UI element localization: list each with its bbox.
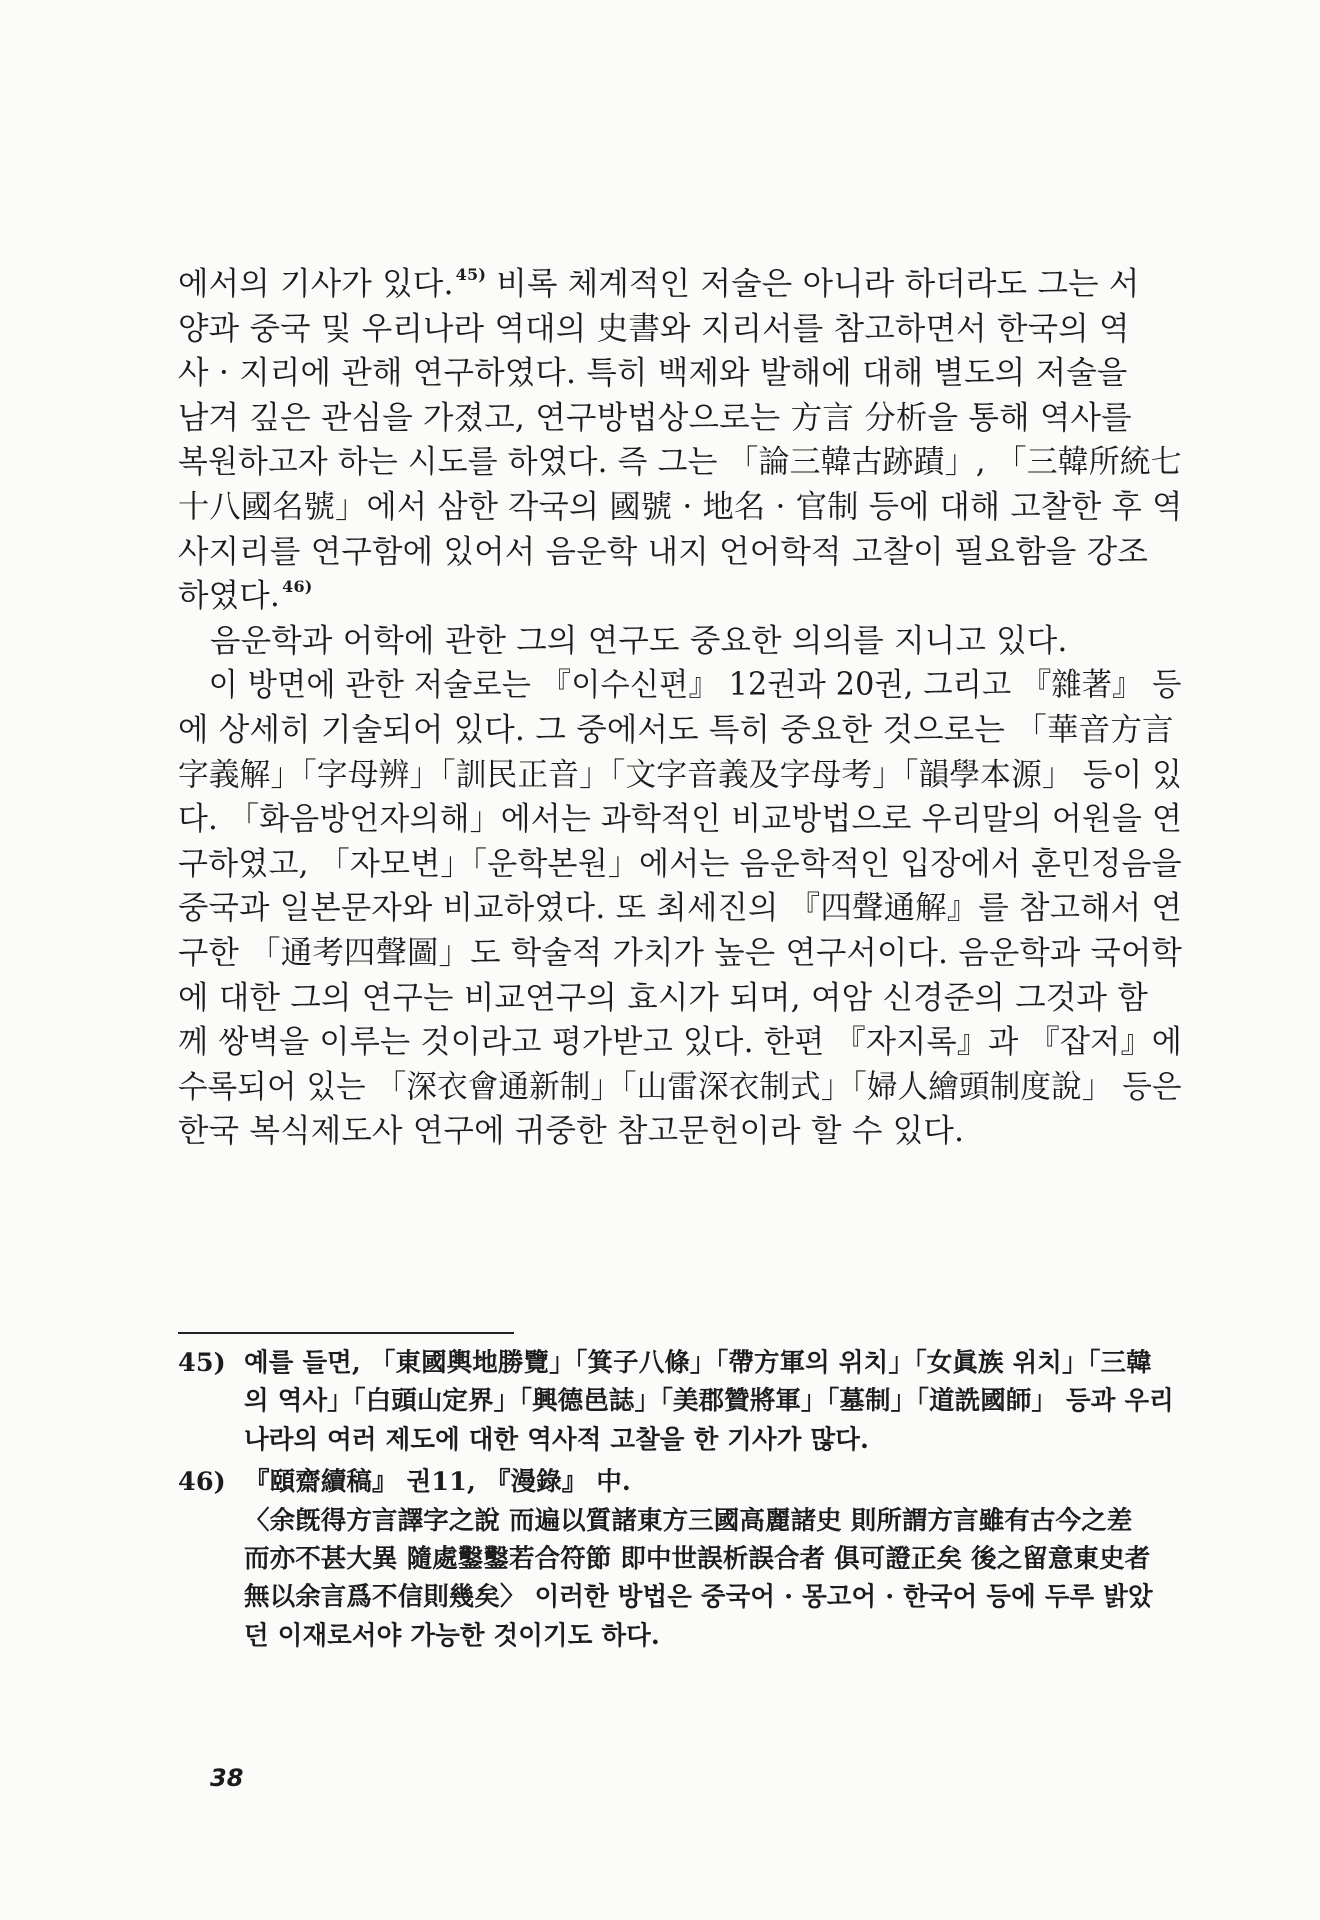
text-segment: 에서의 기사가 있다.	[178, 266, 454, 302]
footnote-number: 46)	[178, 1467, 226, 1498]
text-line	[178, 574, 1182, 619]
footnote-divider	[178, 1332, 514, 1334]
text-segment: 하였다.	[178, 578, 281, 615]
paragraph-3	[178, 663, 1182, 1154]
text-line: 음운학과 어학에 관한 그의 연구도 중요한 의의를 지니고 있다.	[210, 622, 1068, 659]
text-line: 사지리를 연구함에 있어서 음운학 내지 언어학적 고찰이 필요함을 강조	[178, 533, 1148, 570]
text-line: 구하였고, 「자모변」「운학본원」에서는 음운학적인 입장에서 훈민정음을	[178, 845, 1182, 882]
body-text	[178, 262, 1182, 1154]
text-line: 十八國名號」에서 삼한 각국의 國號 · 地名 · 官制 등에 대해 고찰한 후 역	[178, 488, 1183, 525]
text-line: 복원하고자 하는 시도를 하였다. 즉 그는 「論三韓古跡蹟」, 「三韓所統七	[178, 444, 1182, 481]
text-line: 양과 중국 및 우리나라 역대의 史書와 지리서를 참고하면서 한국의 역	[178, 310, 1130, 347]
text-line: 구한 「通考四聲圖」도 학술적 가치가 높은 연구서이다. 음운학과 국어학	[178, 934, 1183, 971]
footnote-line: 던 이재로서야 가능한 것이기도 하다.	[244, 1620, 660, 1651]
footnote-line: 而亦不甚大異 隨處鑿鑿若合符節 即中世誤析誤合者 俱可證正矣 後之留意東史者	[244, 1544, 1151, 1575]
footnote-line: 나라의 여러 제도에 대한 역사적 고찰을 한 기사가 많다.	[244, 1424, 869, 1455]
footnotes	[178, 1344, 1182, 1655]
footnote-ref-45[interactable]: 45)	[455, 265, 487, 284]
footnote-number: 45)	[178, 1348, 226, 1378]
text-line	[178, 262, 1182, 307]
footnote-line: 『頤齋續稿』 권11, 『漫錄』 中.	[244, 1467, 631, 1498]
text-line: 이 방면에 관한 저술로는 『이수신편』 12권과 20권, 그리고 『雜著』 등	[208, 667, 1182, 704]
text-line: 다. 「화음방언자의해」에서는 과학적인 비교방법으로 우리말의 어원을 연	[178, 801, 1183, 838]
text-segment: 비록 체계적인 저술은 아니라 하더라도 그는 서	[486, 266, 1140, 302]
text-line: 에 상세히 기술되어 있다. 그 중에서도 특히 중요한 것으로는 「華音方言	[178, 711, 1174, 748]
footnote-45	[178, 1344, 1182, 1459]
paragraph-1	[178, 262, 1182, 619]
footnote-line: 無以余言爲不信則幾矣〉 이러한 방법은 중국어 · 몽고어 · 한국어 등에 두루 밝았	[244, 1582, 1153, 1613]
footnote-line: 의 역사」「白頭山定界」「興德邑誌」「美郡贊將軍」「墓制」「道詵國師」 등과 우리	[244, 1386, 1174, 1417]
text-line: 수록되어 있는 「深衣會通新制」「山雷深衣制式」「婦人繪頭制度說」 등은	[178, 1068, 1182, 1105]
footnote-line: 예를 들면, 「東國輿地勝覽」「箕子八條」「帶方軍의 위치」「女眞族 위치」「三韓	[244, 1348, 1152, 1378]
text-line: 남겨 깊은 관심을 가졌고, 연구방법상으로는 方言 分析을 통해 역사를	[178, 399, 1132, 436]
footnote-ref-46[interactable]: 46)	[282, 577, 313, 597]
text-line: 에 대한 그의 연구는 비교연구의 효시가 되며, 여암 신경준의 그것과 함	[178, 979, 1148, 1016]
paragraph-2	[178, 619, 1182, 664]
text-line: 한국 복식제도사 연구에 귀중한 참고문헌이라 할 수 있다.	[178, 1113, 965, 1150]
text-line: 사 · 지리에 관해 연구하였다. 특히 백제와 발해에 대해 별도의 저술을	[178, 355, 1128, 392]
footnote-line: 〈余旣得方言譯字之說 而遍以質諸東方三國高麗諸史 則所謂方言雖有古今之差	[244, 1505, 1133, 1536]
footnote-46	[178, 1463, 1182, 1655]
text-line: 중국과 일본문자와 비교하였다. 또 최세진의 『四聲通解』를 참고해서 연	[178, 890, 1182, 927]
page-number: 38	[210, 1764, 244, 1792]
text-line: 字義解」「字母辨」「訓民正音」「文字音義及字母考」「韻學本源」 등이 있	[178, 756, 1183, 793]
text-line: 께 쌍벽을 이루는 것이라고 평가받고 있다. 한편 『자지록』과 『잡저』에	[178, 1024, 1183, 1061]
